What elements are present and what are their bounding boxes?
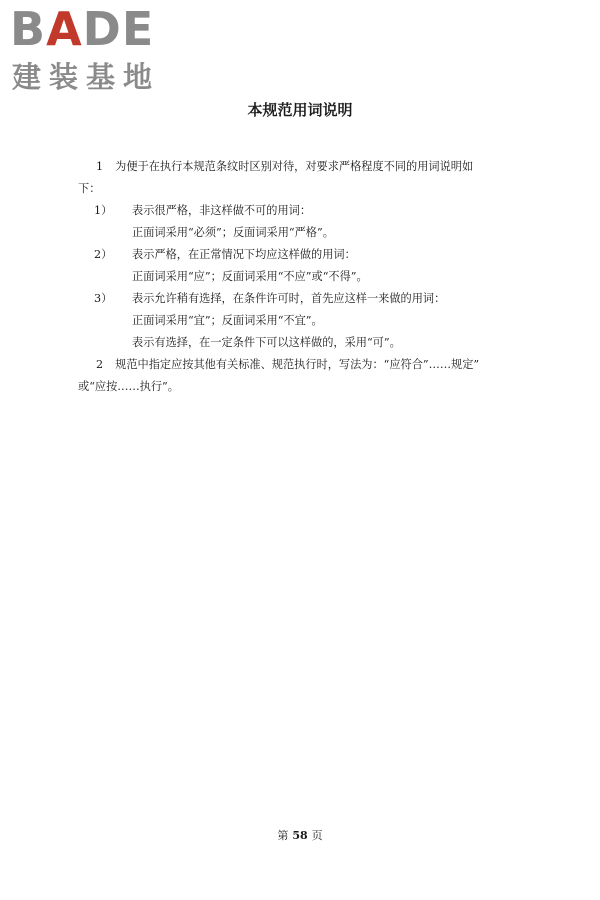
- logo: [10, 4, 180, 94]
- list-item-3-sub-2: 表示有选择，在一定条件下可以这样做的，采用“可”。: [132, 336, 401, 349]
- list-item-1: [94, 200, 532, 222]
- logo-subtitle: 建装基地: [12, 60, 161, 94]
- logo-letter-b: B: [10, 2, 47, 56]
- list-item-2-number: 2）: [94, 248, 113, 261]
- page-number-suffix: 页: [311, 829, 323, 842]
- page-title: 本规范用词说明: [247, 101, 353, 119]
- page-footer: [0, 828, 600, 844]
- page-number-prefix: 第: [277, 829, 289, 842]
- paragraph-1: [94, 156, 532, 178]
- logo-wordmark: [10, 4, 154, 54]
- list-item-3-sub-1: 正面词采用“宜”；反面词采用“不宜”。: [132, 314, 323, 327]
- list-item-1-sub-1: 正面词采用“必须”；反面词采用“严格”。: [132, 226, 334, 239]
- page-number: 58: [292, 829, 308, 842]
- paragraph-1-number: 1: [96, 160, 104, 173]
- paragraph-1-text: 为便于在执行本规范条纹时区别对待，对要求严格程度不同的用词说明如: [115, 160, 474, 173]
- list-item-1-number: 1）: [94, 204, 113, 217]
- paragraph-2-continuation: 或“应按……执行”。: [78, 380, 179, 393]
- list-item-3-text: 表示允许稍有选择，在条件许可时，首先应这样一来做的用词：: [132, 292, 446, 305]
- document-body: [78, 156, 532, 398]
- list-item-3-number: 3）: [94, 292, 113, 305]
- list-item-2: [94, 244, 532, 266]
- paragraph-2-text: 规范中指定应按其他有关标准、规范执行时，写法为：“应符合”……规定”: [115, 358, 480, 371]
- list-item-1-text: 表示很严格，非这样做不可的用词：: [132, 204, 312, 217]
- paragraph-2: [94, 354, 532, 376]
- list-item-2-sub-1: 正面词采用“应”；反面词采用“不应”或“不得”。: [132, 270, 368, 283]
- list-item-3: [94, 288, 532, 310]
- logo-letters-de: DE: [82, 2, 155, 56]
- logo-letter-a: A: [46, 2, 83, 56]
- paragraph-2-number: 2: [96, 358, 104, 371]
- paragraph-1-continuation: 下：: [78, 182, 101, 195]
- list-item-2-text: 表示严格，在正常情况下均应这样做的用词：: [132, 248, 356, 261]
